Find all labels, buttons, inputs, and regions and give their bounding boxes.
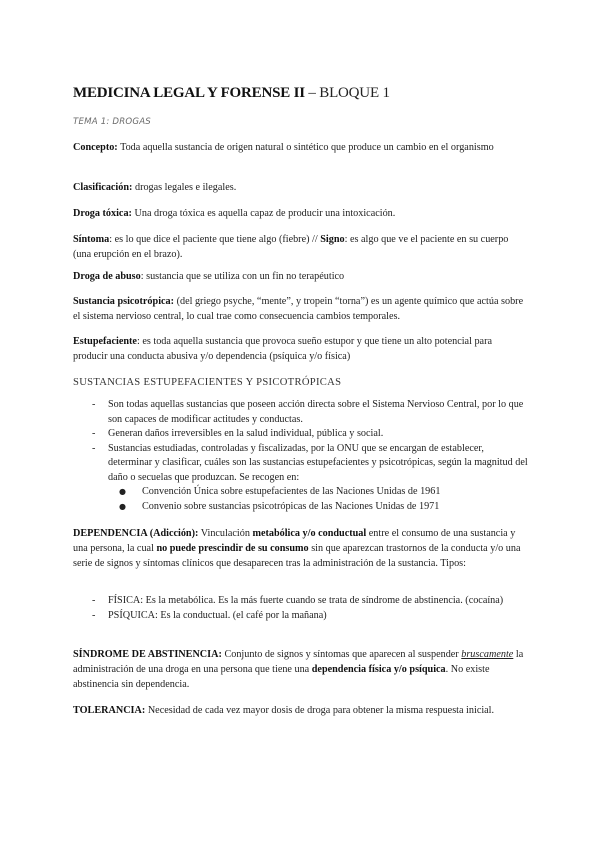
- page-title: [73, 84, 528, 102]
- text-abstinencia-1: Conjunto de signos y síntomas que aparecen al suspender: [221, 649, 462, 660]
- def-clasificacion: [73, 180, 528, 195]
- def-estupefaciente: [73, 334, 528, 364]
- text-sintoma: : es lo que dice el paciente que tiene algo (fiebre) //: [109, 234, 321, 245]
- title-main: MEDICINA LEGAL Y FORENSE II: [73, 85, 305, 101]
- term-sintoma: Síntoma: [73, 234, 110, 245]
- section-list: [92, 398, 528, 514]
- list-item: - FÍSICA: Es la metabólica. Es la más fuerte cuando se trata de síndrome de abstinencia. (cocaína): [92, 594, 528, 609]
- def-psicotropica: [73, 294, 528, 324]
- text-dependencia-3: sin que aparezcan trastornos de la conducta y/o una serie de signos y síntomas clínicos que desaparecen tras la administración de la sustancia. Tipos:: [73, 543, 521, 569]
- text-dependencia-2: entre el consumo de una sustancia y una persona, la cual: [73, 528, 516, 554]
- term-droga-toxica: Droga tóxica:: [73, 208, 132, 219]
- sub-list-item: ● Convención Única sobre estupefacientes de las Naciones Unidas de 1961: [108, 485, 528, 500]
- def-concepto: [73, 140, 528, 155]
- def-tolerancia: [73, 703, 528, 718]
- bold-dependencia-fisica: dependencia física y/o psíquica: [311, 664, 446, 675]
- term-droga-abuso: Droga de abuso: [73, 271, 141, 282]
- text-dependencia-1: Vinculación: [198, 528, 253, 539]
- title-suffix: – BLOQUE 1: [304, 85, 390, 101]
- text-droga-abuso: : sustancia que se utiliza con un fin no terapéutico: [140, 271, 345, 282]
- tipos-list: [92, 594, 528, 623]
- bold-metabolica: metabólica y/o conductual: [252, 528, 367, 539]
- sub-list-item: ● Convenio sobre sustancias psicotrópicas de las Naciones Unidas de 1971: [108, 500, 528, 515]
- term-estupefaciente: Estupefaciente: [73, 336, 137, 347]
- term-abstinencia: SÍNDROME DE ABSTINENCIA:: [73, 649, 222, 660]
- text-abstinencia-2: la administración de una droga en una persona que tiene una: [73, 649, 524, 675]
- term-psicotropica: Sustancia psicotrópica:: [73, 296, 175, 307]
- term-dependencia: DEPENDENCIA (Adicción):: [73, 528, 199, 539]
- text-clasificacion: drogas legales e ilegales.: [132, 182, 237, 193]
- text-estupefaciente: : es toda aquella sustancia que provoca sueño estupor y que tiene un alto potencial para producir una conducta abusiva y/o dependencia (psíquica y/o física): [73, 336, 492, 362]
- bold-no-prescindir: no puede prescindir de su consumo: [156, 543, 309, 554]
- tema-heading: TEMA 1: DROGAS: [73, 117, 151, 127]
- underlined-bruscamente: bruscamente: [461, 649, 514, 660]
- def-droga-abuso: [73, 269, 528, 284]
- def-sintoma-signo: [73, 232, 528, 262]
- list-item-text: Sustancias estudiadas, controladas y fiscalizadas, por la ONU que se encargan de establecer, determinar y clasificar, cuáles son las sustancias estupefacientes y psicotrópicas, según la magnitud del daño o secuelas que produzcan. Se recogen en:: [108, 442, 528, 483]
- text-abstinencia-3: . No existe abstinencia sin dependencia.: [73, 664, 490, 690]
- section-heading: SUSTANCIAS ESTUPEFACIENTES Y PSICOTRÓPICAS: [73, 377, 342, 388]
- list-item: - Son todas aquellas sustancias que poseen acción directa sobre el Sistema Nervioso Central, por lo que son capaces de modificar actitudes y conductas.: [92, 398, 528, 427]
- text-droga-toxica: Una droga tóxica es aquella capaz de producir una intoxicación.: [131, 208, 396, 219]
- term-signo: Signo: [320, 234, 345, 245]
- text-signo: : es algo que ve el paciente en su cuerpo (una erupción en el brazo).: [73, 234, 509, 260]
- text-tolerancia: Necesidad de cada vez mayor dosis de droga para obtener la misma respuesta inicial.: [145, 705, 495, 716]
- term-concepto: Concepto:: [73, 142, 118, 153]
- term-clasificacion: Clasificación:: [73, 182, 133, 193]
- text-concepto: Toda aquella sustancia de origen natural o sintético que produce un cambio en el organismo: [117, 142, 494, 153]
- list-item: - PSÍQUICA: Es la conductual. (el café por la mañana): [92, 609, 528, 624]
- def-dependencia: [73, 526, 528, 571]
- def-droga-toxica: [73, 206, 528, 221]
- def-abstinencia: [73, 647, 528, 692]
- list-item: [92, 442, 528, 515]
- sub-list: [108, 485, 528, 514]
- text-psicotropica: (del griego psyche, “mente”, y tropein “torna”) es un agente químico que actúa sobre el sistema nervioso central, lo cual trae como consecuencia cambios temporales.: [73, 296, 524, 322]
- term-tolerancia: TOLERANCIA:: [73, 705, 146, 716]
- list-item: - Generan daños irreversibles en la salud individual, pública y social.: [92, 427, 528, 442]
